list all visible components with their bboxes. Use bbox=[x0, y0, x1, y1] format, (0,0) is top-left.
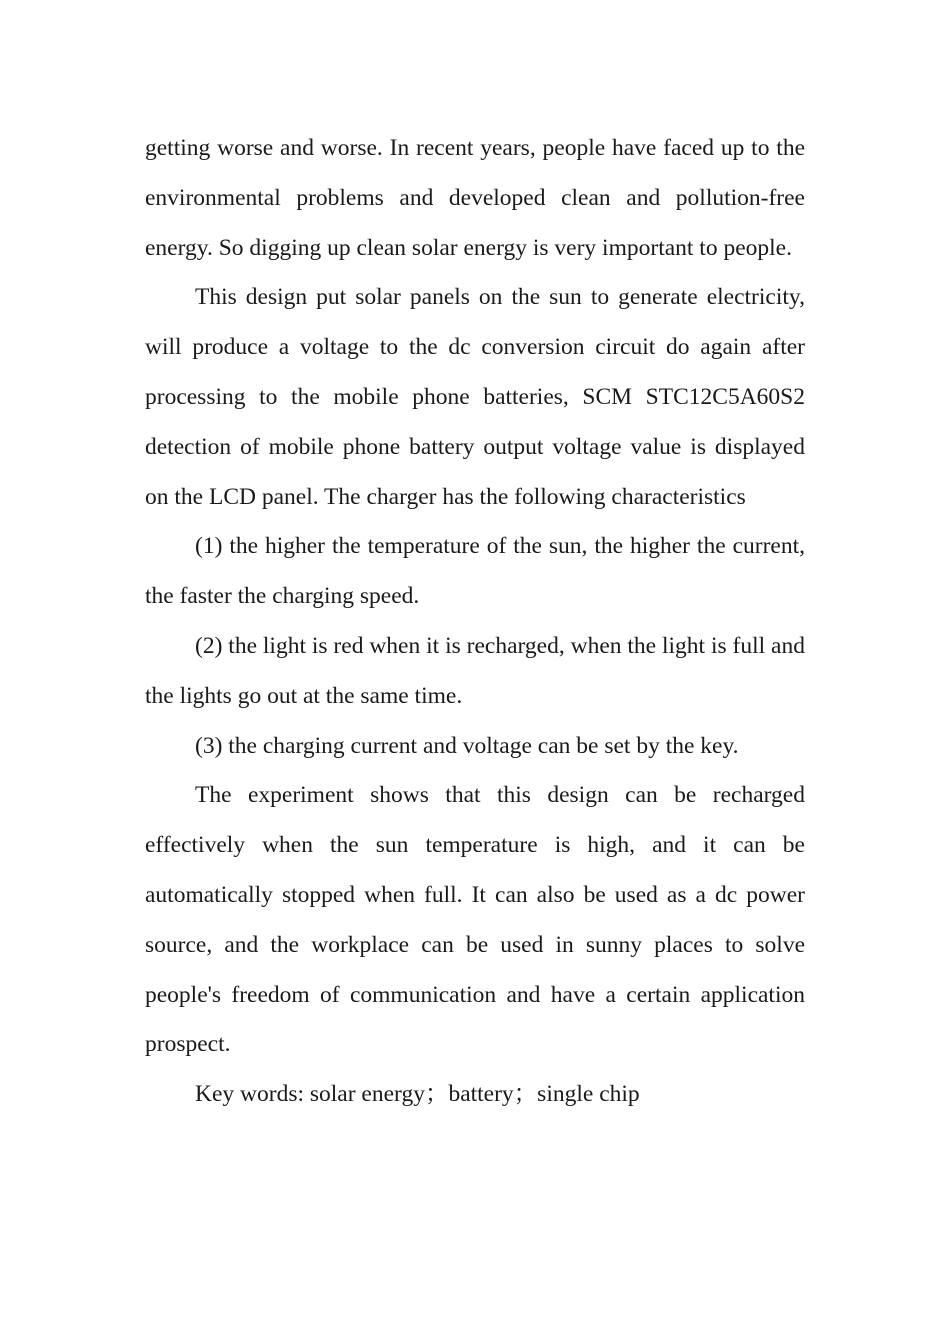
paragraph-characteristic-1: (1) the higher the temperature of the sun, the higher the current, the faster the charging speed. bbox=[145, 533, 805, 610]
paragraph-characteristic-3: (3) the charging current and voltage can be set by the key. bbox=[195, 732, 739, 759]
paragraph-intro-continuation: getting worse and worse. In recent years, people have faced up to the environmental problems and developed clean and pollution-free energy. So digging up clean solar energy is very important to people. bbox=[145, 135, 805, 261]
paragraph-experiment-conclusion: The experiment shows that this design can be recharged effectively when the sun temperature is high, and it can be automatically stopped when full. It can also be used as a dc power source, and the workplace can be used in sunny places to solve people's freedom of communication and have a certain application prospect. bbox=[145, 782, 805, 1058]
document-body bbox=[145, 124, 805, 1120]
paragraph-design-description: This design put solar panels on the sun to generate electricity, will produce a voltage to the dc conversion circuit do again after processing to the mobile phone batteries, SCM STC12C5A60S2 detection of mobile phone battery output voltage value is displayed on the LCD panel. The charger has the following characteristics bbox=[145, 284, 805, 510]
paragraph-characteristic-2: (2) the light is red when it is recharged, when the light is full and the lights go out at the same time. bbox=[145, 632, 805, 709]
paragraph-keywords: Key words: solar energy；battery；single chip bbox=[195, 1081, 640, 1108]
